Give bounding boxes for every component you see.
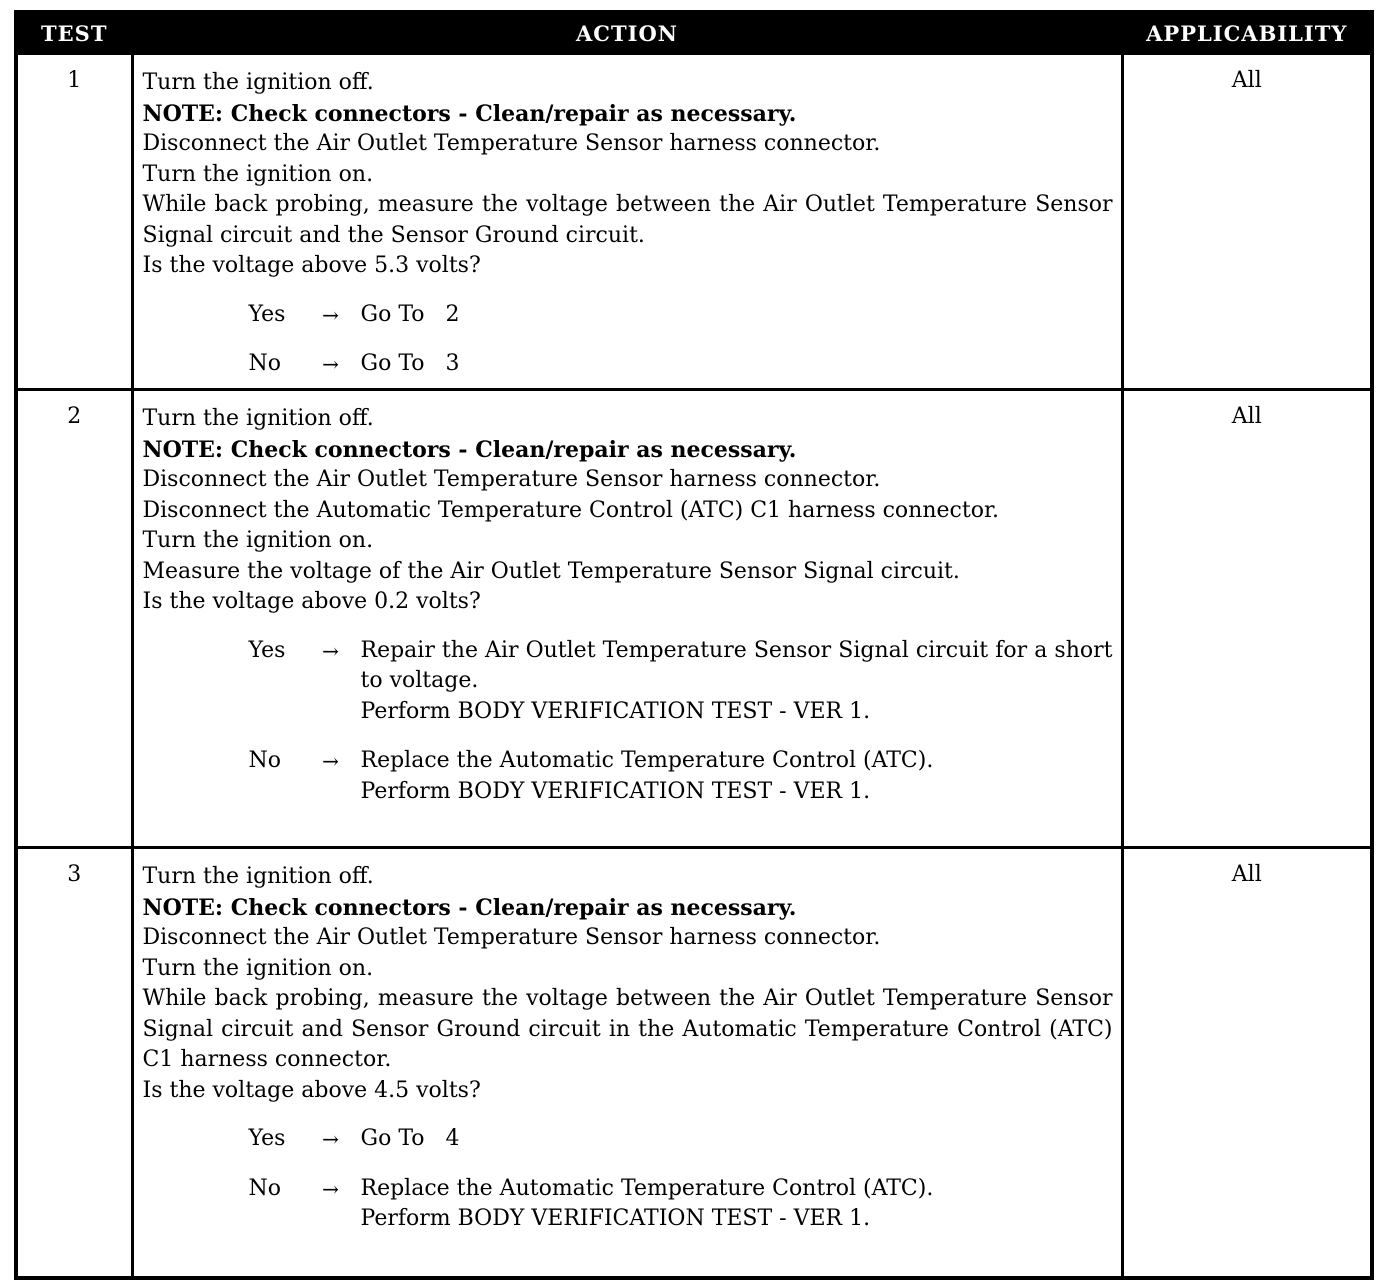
answer-result-line: Replace the Automatic Temperature Control (ATC). — [360, 748, 934, 773]
right-arrow-icon: → — [322, 302, 339, 327]
answer-label: No — [248, 1175, 281, 1201]
answer-list — [143, 636, 1113, 808]
answer-result — [361, 1174, 1113, 1235]
answer-no — [249, 746, 1113, 807]
table-row — [16, 390, 1372, 848]
action-cell — [132, 54, 1122, 390]
action-question: Is the voltage above 0.2 volts? — [142, 589, 481, 614]
answer-label: Yes — [248, 1126, 286, 1151]
answer-result — [361, 636, 1113, 728]
header-applicability: APPLICABILITY — [1122, 12, 1372, 54]
right-arrow-icon: → — [322, 749, 339, 773]
test-number: 1 — [16, 54, 132, 390]
header-action: ACTION — [132, 12, 1122, 54]
right-arrow-icon: → — [322, 352, 339, 376]
answer-no — [249, 1174, 1113, 1235]
header-test: TEST — [16, 12, 132, 54]
answer-yes — [249, 1124, 1113, 1155]
answer-yes — [249, 300, 1113, 331]
answer-list — [143, 300, 1113, 380]
action-question: Is the voltage above 4.5 volts? — [142, 1077, 481, 1103]
action-line: Disconnect the Automatic Temperature Control (ATC) C1 harness connector. — [142, 497, 1000, 523]
action-question: Is the voltage above 5.3 volts? — [142, 253, 481, 278]
action-line: Turn the ignition on. — [142, 528, 374, 553]
answer-label: Yes — [248, 637, 286, 663]
action-line: Turn the ignition on. — [142, 161, 374, 187]
applicability-cell: All — [1122, 54, 1372, 390]
test-number: 2 — [16, 390, 132, 848]
answer-no — [249, 349, 1113, 380]
answer-result-line: Go To 2 — [360, 301, 460, 327]
action-note: NOTE: Check connectors - Clean/repair as necessary. — [142, 894, 797, 921]
right-arrow-icon: → — [322, 1176, 339, 1201]
diagnostic-test-table — [14, 10, 1374, 1280]
action-line: Disconnect the Air Outlet Temperature Sensor harness connector. — [142, 131, 881, 156]
answer-result-line: Replace the Automatic Temperature Control (ATC). — [360, 1175, 934, 1201]
answer-result-line: Perform BODY VERIFICATION TEST - VER 1. — [360, 698, 871, 724]
action-line: While back probing, measure the voltage between the Air Outlet Temperature Sensor Signal circuit and the Sensor Ground circuit. — [142, 192, 1113, 248]
answer-result — [361, 349, 1113, 380]
table-row — [16, 54, 1372, 390]
action-line: Disconnect the Air Outlet Temperature Sensor harness connector. — [142, 467, 881, 492]
action-line: Turn the ignition off. — [142, 406, 374, 431]
applicability-cell: All — [1122, 390, 1372, 848]
answer-result-line: Go To 4 — [360, 1126, 460, 1151]
answer-result-line: Perform BODY VERIFICATION TEST - VER 1. — [360, 1206, 871, 1231]
answer-result-line: Go To 3 — [360, 351, 460, 376]
answer-result-line: Perform BODY VERIFICATION TEST - VER 1. — [360, 778, 871, 804]
action-line: While back probing, measure the voltage between the Air Outlet Temperature Sensor Signal circuit and Sensor Ground circuit in the Automatic Temperature Control (ATC) C1 harness connector. — [142, 986, 1113, 1072]
right-arrow-icon: → — [322, 638, 339, 663]
answer-label: No — [248, 748, 281, 773]
action-line: Measure the voltage of the Air Outlet Temperature Sensor Signal circuit. — [142, 558, 960, 584]
answer-label: Yes — [248, 301, 286, 327]
action-cell — [132, 848, 1122, 1278]
answer-result — [361, 746, 1113, 807]
right-arrow-icon: → — [322, 1127, 339, 1151]
action-line: Disconnect the Air Outlet Temperature Sensor harness connector. — [142, 925, 881, 950]
action-cell — [132, 390, 1122, 848]
action-note: NOTE: Check connectors - Clean/repair as necessary. — [142, 436, 797, 463]
answer-list — [143, 1124, 1113, 1235]
answer-label: No — [248, 351, 281, 376]
answer-result — [361, 300, 1113, 331]
answer-result — [361, 1124, 1113, 1155]
action-line: Turn the ignition off. — [142, 70, 374, 95]
table-row — [16, 848, 1372, 1278]
action-line: Turn the ignition on. — [142, 955, 374, 981]
answer-result-line: Repair the Air Outlet Temperature Sensor Signal circuit for a short to voltage. — [360, 637, 1113, 693]
table-header-row — [16, 12, 1372, 54]
action-line: Turn the ignition off. — [142, 864, 374, 889]
applicability-cell: All — [1122, 848, 1372, 1278]
action-note: NOTE: Check connectors - Clean/repair as necessary. — [142, 100, 797, 127]
answer-yes — [249, 636, 1113, 728]
test-number: 3 — [16, 848, 132, 1278]
